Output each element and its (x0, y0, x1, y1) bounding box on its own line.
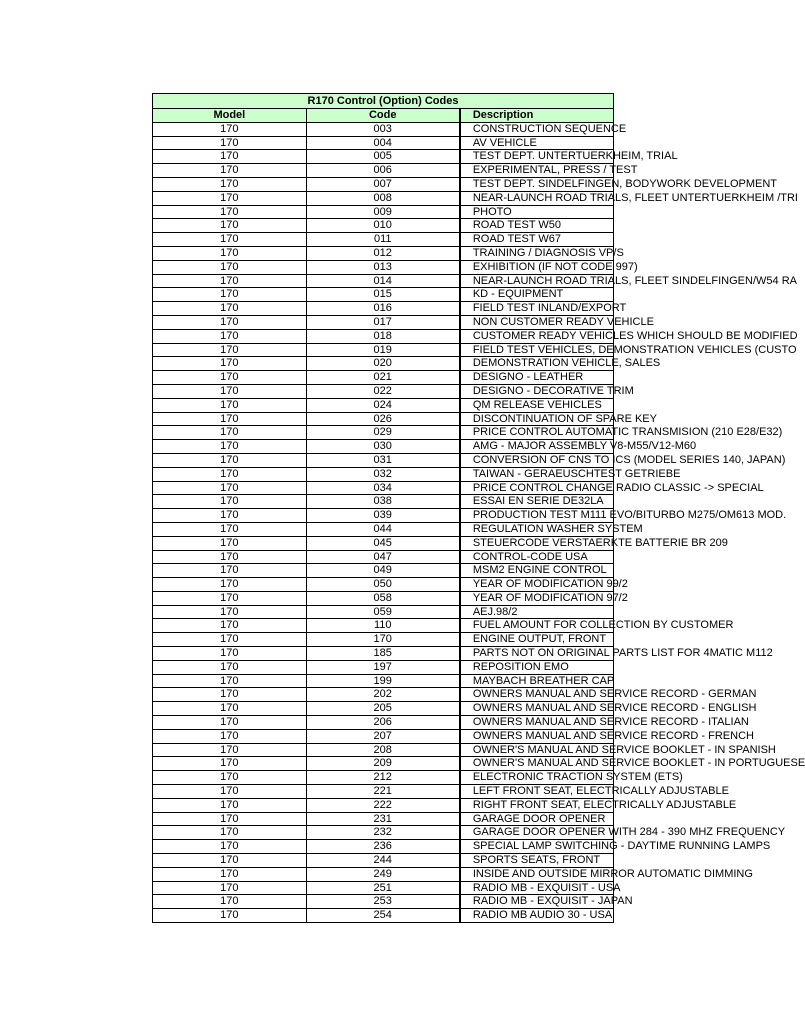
option-codes-sheet (152, 93, 805, 923)
code-cell: 003 (306, 122, 460, 136)
model-cell: 170 (153, 729, 307, 743)
description-cell: YEAR OF MODIFICATION 99/2 (460, 578, 614, 592)
model-cell: 170 (153, 467, 307, 481)
description-cell: TEST DEPT. UNTERTUERKHEIM, TRIAL (460, 150, 614, 164)
code-cell: 049 (306, 564, 460, 578)
code-cell: 017 (306, 315, 460, 329)
description-cell: OWNERS MANUAL AND SERVICE RECORD - ENGLISH (460, 702, 614, 716)
code-cell: 007 (306, 177, 460, 191)
description-cell: RADIO MB AUDIO 30 - USA (460, 909, 614, 923)
model-cell: 170 (153, 619, 307, 633)
code-cell: 208 (306, 743, 460, 757)
description-cell: CONTROL-CODE USA (460, 550, 614, 564)
code-cell: 170 (306, 633, 460, 647)
code-cell: 030 (306, 440, 460, 454)
table-row (153, 288, 614, 302)
model-cell: 170 (153, 288, 307, 302)
table-row (153, 854, 614, 868)
code-cell: 202 (306, 688, 460, 702)
table-row (153, 233, 614, 247)
description-cell: REPOSITION EMO (460, 660, 614, 674)
description-cell: OWNER'S MANUAL AND SERVICE BOOKLET - IN SPANISH (460, 743, 614, 757)
description-cell: KD - EQUIPMENT (460, 288, 614, 302)
table-row (153, 619, 614, 633)
description-cell: OWNERS MANUAL AND SERVICE RECORD - FRENCH (460, 729, 614, 743)
table-row (153, 495, 614, 509)
description-cell: ROAD TEST W67 (460, 233, 614, 247)
description-cell: PRICE CONTROL AUTOMATIC TRANSMISION (210 E28/E32) (460, 426, 614, 440)
code-cell: 012 (306, 246, 460, 260)
table-row (153, 329, 614, 343)
code-cell: 253 (306, 895, 460, 909)
model-cell: 170 (153, 785, 307, 799)
code-cell: 022 (306, 384, 460, 398)
code-cell: 044 (306, 522, 460, 536)
model-cell: 170 (153, 881, 307, 895)
table-row (153, 177, 614, 191)
code-cell: 251 (306, 881, 460, 895)
code-cell: 231 (306, 812, 460, 826)
description-cell: ELECTRONIC TRACTION SYSTEM (ETS) (460, 771, 614, 785)
table-row (153, 578, 614, 592)
table-row (153, 136, 614, 150)
code-cell: 031 (306, 453, 460, 467)
model-cell: 170 (153, 743, 307, 757)
description-cell: EXHIBITION (IF NOT CODE 997) (460, 260, 614, 274)
model-cell: 170 (153, 260, 307, 274)
model-cell: 170 (153, 578, 307, 592)
table-row (153, 702, 614, 716)
model-cell: 170 (153, 357, 307, 371)
description-cell: NEAR-LAUNCH ROAD TRIALS, FLEET SINDELFINGEN/W54 RA (460, 274, 614, 288)
code-cell: 034 (306, 481, 460, 495)
code-cell: 222 (306, 798, 460, 812)
description-cell: TRAINING / DIAGNOSIS VP/S (460, 246, 614, 260)
table-row (153, 757, 614, 771)
code-cell: 013 (306, 260, 460, 274)
code-cell: 212 (306, 771, 460, 785)
model-cell: 170 (153, 191, 307, 205)
table-row (153, 357, 614, 371)
code-cell: 058 (306, 591, 460, 605)
description-cell: ROAD TEST W50 (460, 219, 614, 233)
table-row (153, 647, 614, 661)
table-row (153, 564, 614, 578)
model-cell: 170 (153, 867, 307, 881)
description-cell: PRODUCTION TEST M111 EVO/BITURBO M275/OM613 MOD. (460, 509, 614, 523)
description-cell: CUSTOMER READY VEHICLES WHICH SHOULD BE MODIFIED (460, 329, 614, 343)
table-row (153, 481, 614, 495)
description-cell: DISCONTINUATION OF SPARE KEY (460, 412, 614, 426)
table-row (153, 840, 614, 854)
table-row (153, 881, 614, 895)
code-cell: 050 (306, 578, 460, 592)
code-cell: 011 (306, 233, 460, 247)
code-cell: 038 (306, 495, 460, 509)
code-cell: 029 (306, 426, 460, 440)
table-row (153, 453, 614, 467)
code-cell: 024 (306, 398, 460, 412)
table-row (153, 826, 614, 840)
model-cell: 170 (153, 647, 307, 661)
code-cell: 005 (306, 150, 460, 164)
column-header-description: Description (460, 109, 614, 123)
table-row (153, 426, 614, 440)
code-cell: 004 (306, 136, 460, 150)
table-row (153, 798, 614, 812)
model-cell: 170 (153, 302, 307, 316)
model-cell: 170 (153, 164, 307, 178)
description-cell: GARAGE DOOR OPENER WITH 284 - 390 MHZ FREQUENCY (460, 826, 614, 840)
description-cell: NEAR-LAUNCH ROAD TRIALS, FLEET UNTERTUERKHEIM /TRI (460, 191, 614, 205)
model-cell: 170 (153, 895, 307, 909)
model-cell: 170 (153, 440, 307, 454)
code-cell: 015 (306, 288, 460, 302)
code-cell: 205 (306, 702, 460, 716)
code-cell: 016 (306, 302, 460, 316)
code-cell: 249 (306, 867, 460, 881)
model-cell: 170 (153, 246, 307, 260)
table-row (153, 716, 614, 730)
model-cell: 170 (153, 771, 307, 785)
description-cell: RIGHT FRONT SEAT, ELECTRICALLY ADJUSTABLE (460, 798, 614, 812)
model-cell: 170 (153, 605, 307, 619)
table-row (153, 674, 614, 688)
description-cell: ENGINE OUTPUT, FRONT (460, 633, 614, 647)
code-cell: 021 (306, 371, 460, 385)
code-cell: 185 (306, 647, 460, 661)
model-cell: 170 (153, 536, 307, 550)
description-cell: TAIWAN - GERAEUSCHTEST GETRIEBE (460, 467, 614, 481)
model-cell: 170 (153, 826, 307, 840)
table-row (153, 440, 614, 454)
description-cell: GARAGE DOOR OPENER (460, 812, 614, 826)
option-codes-table (152, 93, 805, 923)
code-cell: 207 (306, 729, 460, 743)
table-row (153, 633, 614, 647)
description-cell: AV VEHICLE (460, 136, 614, 150)
table-row (153, 591, 614, 605)
table-row (153, 785, 614, 799)
model-cell: 170 (153, 233, 307, 247)
code-cell: 244 (306, 854, 460, 868)
code-cell: 019 (306, 343, 460, 357)
code-cell: 045 (306, 536, 460, 550)
table-body (153, 122, 805, 922)
table-row (153, 371, 614, 385)
table-row (153, 895, 614, 909)
model-cell: 170 (153, 384, 307, 398)
table-row (153, 522, 614, 536)
description-cell: FIELD TEST VEHICLES, DEMONSTRATION VEHICLES (CUSTO (460, 343, 614, 357)
description-cell: QM RELEASE VEHICLES (460, 398, 614, 412)
code-cell: 006 (306, 164, 460, 178)
description-cell: YEAR OF MODIFICATION 97/2 (460, 591, 614, 605)
table-row (153, 771, 614, 785)
table-row (153, 536, 614, 550)
code-cell: 047 (306, 550, 460, 564)
model-cell: 170 (153, 812, 307, 826)
table-row (153, 191, 614, 205)
model-cell: 170 (153, 453, 307, 467)
table-row (153, 812, 614, 826)
model-cell: 170 (153, 343, 307, 357)
code-cell: 026 (306, 412, 460, 426)
code-cell: 221 (306, 785, 460, 799)
code-cell: 009 (306, 205, 460, 219)
table-row (153, 315, 614, 329)
model-cell: 170 (153, 122, 307, 136)
description-cell: OWNERS MANUAL AND SERVICE RECORD - ITALIAN (460, 716, 614, 730)
model-cell: 170 (153, 702, 307, 716)
model-cell: 170 (153, 854, 307, 868)
code-cell: 197 (306, 660, 460, 674)
description-cell: NON CUSTOMER READY VEHICLE (460, 315, 614, 329)
table-row (153, 729, 614, 743)
model-cell: 170 (153, 798, 307, 812)
code-cell: 206 (306, 716, 460, 730)
table-title: R170 Control (Option) Codes (153, 94, 614, 109)
model-cell: 170 (153, 481, 307, 495)
description-cell: FIELD TEST INLAND/EXPORT (460, 302, 614, 316)
model-cell: 170 (153, 329, 307, 343)
model-cell: 170 (153, 136, 307, 150)
code-cell: 014 (306, 274, 460, 288)
model-cell: 170 (153, 757, 307, 771)
table-row (153, 867, 614, 881)
model-cell: 170 (153, 716, 307, 730)
description-cell: MAYBACH BREATHER CAP (460, 674, 614, 688)
description-cell: DESIGNO - DECORATIVE TRIM (460, 384, 614, 398)
column-header-row (153, 109, 614, 123)
model-cell: 170 (153, 398, 307, 412)
table-row (153, 246, 614, 260)
description-cell: RADIO MB - EXQUISIT - JAPAN (460, 895, 614, 909)
description-cell: PARTS NOT ON ORIGINAL PARTS LIST FOR 4MATIC M112 (460, 647, 614, 661)
description-cell: PRICE CONTROL CHANGE RADIO CLASSIC -> SPECIAL (460, 481, 614, 495)
code-cell: 059 (306, 605, 460, 619)
description-cell: STEUERCODE VERSTAERKTE BATTERIE BR 209 (460, 536, 614, 550)
table-row (153, 550, 614, 564)
description-cell: PHOTO (460, 205, 614, 219)
description-cell: MSM2 ENGINE CONTROL (460, 564, 614, 578)
description-cell: CONVERSION OF CNS TO ICS (MODEL SERIES 140, JAPAN) (460, 453, 614, 467)
model-cell: 170 (153, 495, 307, 509)
table-row (153, 164, 614, 178)
model-cell: 170 (153, 564, 307, 578)
table-row (153, 412, 614, 426)
table-row (153, 205, 614, 219)
model-cell: 170 (153, 150, 307, 164)
description-cell: AMG - MAJOR ASSEMBLY V8-M55/V12-M60 (460, 440, 614, 454)
description-cell: INSIDE AND OUTSIDE MIRROR AUTOMATIC DIMMING (460, 867, 614, 881)
code-cell: 232 (306, 826, 460, 840)
description-cell: DESIGNO - LEATHER (460, 371, 614, 385)
description-cell: DEMONSTRATION VEHICLE, SALES (460, 357, 614, 371)
code-cell: 008 (306, 191, 460, 205)
model-cell: 170 (153, 219, 307, 233)
description-cell: AEJ.98/2 (460, 605, 614, 619)
code-cell: 110 (306, 619, 460, 633)
description-cell: RADIO MB - EXQUISIT - USA (460, 881, 614, 895)
model-cell: 170 (153, 660, 307, 674)
description-cell: LEFT FRONT SEAT, ELECTRICALLY ADJUSTABLE (460, 785, 614, 799)
code-cell: 018 (306, 329, 460, 343)
model-cell: 170 (153, 274, 307, 288)
description-cell: EXPERIMENTAL, PRESS / TEST (460, 164, 614, 178)
model-cell: 170 (153, 315, 307, 329)
model-cell: 170 (153, 412, 307, 426)
table-row (153, 467, 614, 481)
description-cell: SPORTS SEATS, FRONT (460, 854, 614, 868)
model-cell: 170 (153, 591, 307, 605)
table-row (153, 343, 614, 357)
code-cell: 254 (306, 909, 460, 923)
table-row (153, 274, 614, 288)
description-cell: SPECIAL LAMP SWITCHING - DAYTIME RUNNING LAMPS (460, 840, 614, 854)
table-row (153, 122, 614, 136)
table-row (153, 260, 614, 274)
description-cell: CONSTRUCTION SEQUENCE (460, 122, 614, 136)
table-row (153, 660, 614, 674)
code-cell: 236 (306, 840, 460, 854)
table-row (153, 743, 614, 757)
description-cell: TEST DEPT. SINDELFINGEN, BODYWORK DEVELOPMENT (460, 177, 614, 191)
table-row (153, 605, 614, 619)
description-cell: OWNER'S MANUAL AND SERVICE BOOKLET - IN PORTUGUESE (460, 757, 614, 771)
model-cell: 170 (153, 840, 307, 854)
column-header-code: Code (306, 109, 460, 123)
model-cell: 170 (153, 674, 307, 688)
table-row (153, 509, 614, 523)
description-cell: REGULATION WASHER SYSTEM (460, 522, 614, 536)
model-cell: 170 (153, 688, 307, 702)
model-cell: 170 (153, 205, 307, 219)
model-cell: 170 (153, 909, 307, 923)
table-row (153, 302, 614, 316)
code-cell: 039 (306, 509, 460, 523)
table-row (153, 909, 614, 923)
table-row (153, 688, 614, 702)
code-cell: 199 (306, 674, 460, 688)
code-cell: 032 (306, 467, 460, 481)
model-cell: 170 (153, 550, 307, 564)
model-cell: 170 (153, 371, 307, 385)
table-row (153, 398, 614, 412)
code-cell: 020 (306, 357, 460, 371)
description-cell: FUEL AMOUNT FOR COLLECTION BY CUSTOMER (460, 619, 614, 633)
column-header-model: Model (153, 109, 307, 123)
code-cell: 209 (306, 757, 460, 771)
model-cell: 170 (153, 509, 307, 523)
model-cell: 170 (153, 426, 307, 440)
code-cell: 010 (306, 219, 460, 233)
table-row (153, 150, 614, 164)
description-cell: ESSAI EN SERIE DE32LA (460, 495, 614, 509)
description-cell: OWNERS MANUAL AND SERVICE RECORD - GERMAN (460, 688, 614, 702)
table-row (153, 219, 614, 233)
model-cell: 170 (153, 522, 307, 536)
model-cell: 170 (153, 633, 307, 647)
table-row (153, 384, 614, 398)
model-cell: 170 (153, 177, 307, 191)
